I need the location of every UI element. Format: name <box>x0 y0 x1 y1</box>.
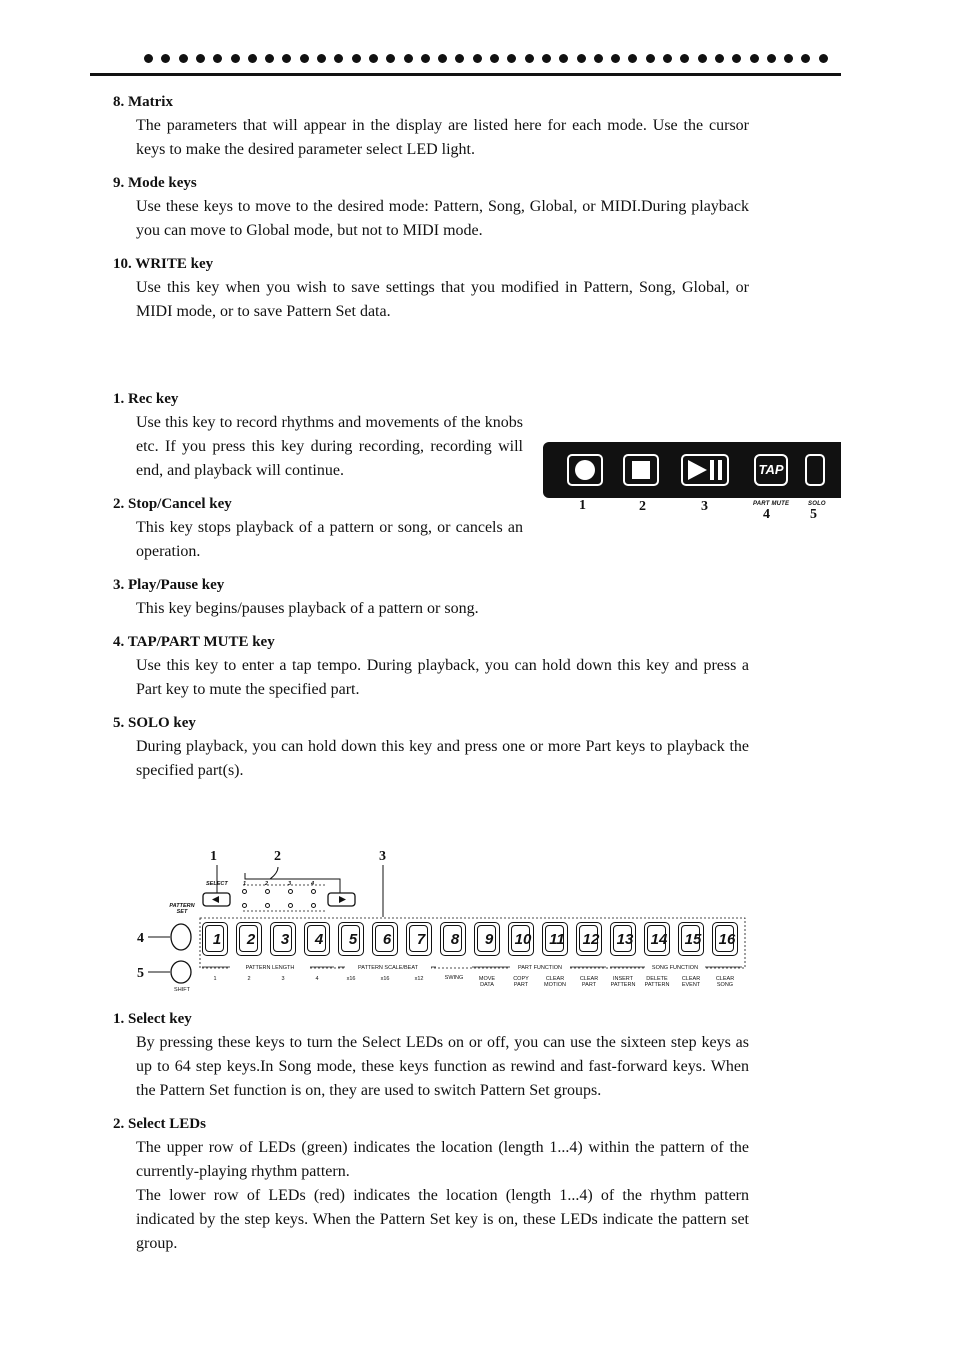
diagram-callout-4: 4 <box>137 931 144 946</box>
step-key-diagram <box>130 845 750 995</box>
step-sub-label-4: 4 <box>315 976 319 982</box>
play-pause-button <box>681 454 729 486</box>
step-key-inner <box>579 925 598 952</box>
select-led-red-2 <box>265 903 270 908</box>
select-led-red-1 <box>242 903 247 908</box>
step-key-3 <box>270 922 296 956</box>
step-key-8 <box>440 922 466 956</box>
header-dot <box>732 54 741 63</box>
step-key-inner <box>477 925 496 952</box>
swing-label: SWING <box>444 975 464 981</box>
header-dot <box>525 54 534 63</box>
select-left-button <box>202 892 232 908</box>
transport-callout-3: 3 <box>701 499 708 514</box>
header-dot <box>784 54 793 63</box>
step-key-number: 1 <box>212 931 222 948</box>
led-number-1: 1 <box>243 881 247 887</box>
pattern-scale-label: PATTERN SCALE/BEAT <box>345 965 431 971</box>
header-dot <box>628 54 637 63</box>
step-sub-label-11: CLEAR MOTION <box>544 976 566 988</box>
step-key-15 <box>678 922 704 956</box>
step-key-number: 10 <box>514 931 532 948</box>
step-sub-label-2: 2 <box>247 976 251 982</box>
header-dot <box>196 54 205 63</box>
play-key-body: This key begins/pauses playback of a pattern or song. <box>136 600 479 617</box>
step-key-number: 16 <box>718 931 736 948</box>
diagram-callout-2: 2 <box>274 849 281 864</box>
header-dot <box>473 54 482 63</box>
step-key-number: 15 <box>684 931 702 948</box>
header-dot <box>490 54 499 63</box>
step-key-number: 2 <box>246 931 256 948</box>
song-function-label: SONG FUNCTION <box>645 965 705 971</box>
step-key-inner <box>409 925 428 952</box>
step-key-7 <box>406 922 432 956</box>
select-key-heading: 1. Select key <box>113 1011 192 1027</box>
step-sub-label-7: x12 <box>414 976 424 982</box>
step-key-16 <box>712 922 738 956</box>
led-number-2: 2 <box>265 881 269 887</box>
header-dot <box>680 54 689 63</box>
write-key-heading: 10. WRITE key <box>113 256 214 272</box>
step-key-10 <box>508 922 534 956</box>
header-dot <box>577 54 586 63</box>
transport-callout-5: 5 <box>810 507 817 522</box>
step-key-6 <box>372 922 398 956</box>
tap-button <box>754 454 788 486</box>
header-dot <box>594 54 603 63</box>
header-dot <box>750 54 759 63</box>
stop-button <box>623 454 659 486</box>
transport-panel <box>543 442 841 498</box>
solo-key-heading: 5. SOLO key <box>113 715 196 731</box>
step-key-11 <box>542 922 568 956</box>
header-dot <box>352 54 361 63</box>
stop-key-heading: 2. Stop/Cancel key <box>113 496 232 512</box>
header-dot <box>300 54 309 63</box>
select-leds-body-2: The lower row of LEDs (red) indicates the location (length 1...4) of the rhythm pattern indicated by the step keys. When the Pattern Set key is on, these LEDs indicate the pattern set group. <box>136 1187 749 1252</box>
header-dot <box>161 54 170 63</box>
step-sub-label-9: MOVE DATA <box>478 976 496 988</box>
step-key-9 <box>474 922 500 956</box>
step-sub-label-10: COPY PART <box>513 976 529 988</box>
header-dot <box>438 54 447 63</box>
diagram-callout-3: 3 <box>379 849 386 864</box>
step-key-inner <box>239 925 258 952</box>
header-dot <box>144 54 153 63</box>
select-led-red-4 <box>311 903 316 908</box>
header-dot <box>265 54 274 63</box>
step-key-number: 9 <box>484 931 494 948</box>
step-key-inner <box>307 925 326 952</box>
select-led-red-3 <box>288 903 293 908</box>
mode-keys-body: Use these keys to move to the desired mode: Pattern, Song, Global, or MIDI.During playback you can move to Global mode, but not to MIDI mode. <box>136 198 749 239</box>
header-dot <box>455 54 464 63</box>
diagram-callout-1: 1 <box>210 849 217 864</box>
pattern-set-label: PATTERN SET <box>169 903 195 915</box>
play-key-heading: 3. Play/Pause key <box>113 577 225 593</box>
step-key-number: 14 <box>650 931 668 948</box>
header-dot <box>663 54 672 63</box>
step-sub-label-12: CLEAR PART <box>579 976 599 988</box>
solo-button <box>805 454 825 486</box>
diagram-callout-5: 5 <box>137 966 144 981</box>
matrix-heading: 8. Matrix <box>113 94 173 110</box>
led-number-4: 4 <box>311 881 315 887</box>
header-dot <box>421 54 430 63</box>
write-key-body: Use this key when you wish to save settings that you modified in Pattern, Song, Global, or MIDI mode, or to save Pattern Set data. <box>136 279 749 320</box>
stop-icon <box>625 456 657 484</box>
tap-label: TAP <box>758 462 784 477</box>
step-key-number: 13 <box>616 931 634 948</box>
step-key-inner <box>443 925 462 952</box>
transport-callout-2: 2 <box>639 499 646 514</box>
transport-callout-4: 4 <box>763 507 770 522</box>
header-dot <box>646 54 655 63</box>
pattern-length-label: PATTERN LENGTH <box>230 965 310 971</box>
step-key-5 <box>338 922 364 956</box>
step-key-inner <box>511 925 530 952</box>
step-key-number: 3 <box>280 931 290 948</box>
rec-key-heading: 1. Rec key <box>113 391 179 407</box>
part-function-label: PART FUNCTION <box>510 965 570 971</box>
solo-label: SOLO <box>808 501 826 507</box>
select-led-green-2 <box>265 889 270 894</box>
led-number-3: 3 <box>288 881 292 887</box>
stop-key-body: This key stops playback of a pattern or song, or cancels an operation. <box>136 519 523 560</box>
part-mute-label: PART MUTE <box>753 501 790 507</box>
header-dot <box>767 54 776 63</box>
select-key-body: By pressing these keys to turn the Select LEDs on or off, you can use the sixteen step keys as up to 64 step keys.In Song mode, these keys function as rewind and fast-forward keys. When the Pattern Set function is on, they are used to switch Pattern Set groups. <box>136 1034 749 1099</box>
shift-label: SHIFT <box>174 987 190 993</box>
step-key-inner <box>273 925 292 952</box>
tap-key-body: Use this key to enter a tap tempo. During playback, you can hold down this key and press a Part key to mute the specified part. <box>136 657 749 698</box>
tap-key-heading: 4. TAP/PART MUTE key <box>113 634 275 650</box>
step-key-2 <box>236 922 262 956</box>
shift-button <box>169 959 195 987</box>
header-dot <box>559 54 568 63</box>
select-led-green-4 <box>311 889 316 894</box>
header-dot <box>317 54 326 63</box>
step-key-number: 12 <box>582 931 600 948</box>
step-key-inner <box>545 925 564 952</box>
header-rule <box>90 73 841 76</box>
step-key-number: 4 <box>314 931 324 948</box>
play-pause-icon <box>683 456 727 484</box>
step-sub-label-3: 3 <box>281 976 285 982</box>
step-sub-label-14: DELETE PATTERN <box>644 976 670 988</box>
transport-callout-1: 1 <box>579 498 586 513</box>
step-key-number: 8 <box>450 931 460 948</box>
step-sub-label-13: INSERT PATTERN <box>610 976 636 988</box>
step-key-13 <box>610 922 636 956</box>
select-led-green-3 <box>288 889 293 894</box>
step-key-inner <box>715 925 734 952</box>
diagram-lines <box>130 845 750 995</box>
header-dot <box>819 54 828 63</box>
step-key-number: 5 <box>348 931 358 948</box>
step-key-number: 7 <box>416 931 426 948</box>
step-sub-label-5: x16 <box>346 976 356 982</box>
step-key-1 <box>202 922 228 956</box>
header-dot <box>507 54 516 63</box>
record-icon <box>569 456 601 484</box>
step-key-12 <box>576 922 602 956</box>
header-dot <box>715 54 724 63</box>
mode-keys-heading: 9. Mode keys <box>113 175 197 191</box>
header-dot <box>542 54 551 63</box>
step-key-inner <box>341 925 360 952</box>
step-key-inner <box>647 925 666 952</box>
step-key-14 <box>644 922 670 956</box>
select-right-button <box>327 892 357 908</box>
step-key-inner <box>375 925 394 952</box>
step-key-inner <box>681 925 700 952</box>
header-dot <box>801 54 810 63</box>
header-dot <box>698 54 707 63</box>
step-key-number: 6 <box>382 931 392 948</box>
step-sub-label-6: x16 <box>380 976 390 982</box>
rec-button <box>567 454 603 486</box>
step-sub-label-16: CLEAR SONG <box>715 976 735 988</box>
step-sub-label-1: 1 <box>213 976 217 982</box>
matrix-body: The parameters that will appear in the display are listed here for each mode. Use the cursor keys to make the desired parameter select LED light. <box>136 117 749 158</box>
header-dot <box>231 54 240 63</box>
solo-key-body: During playback, you can hold down this key and press one or more Part keys to playback the specified part(s). <box>136 738 749 779</box>
header-dot <box>179 54 188 63</box>
header-dot <box>282 54 291 63</box>
select-leds-heading: 2. Select LEDs <box>113 1116 206 1132</box>
select-leds-body-1: The upper row of LEDs (green) indicates the location (length 1...4) within the pattern of the currently-playing rhythm pattern. <box>136 1139 749 1180</box>
step-key-inner <box>205 925 224 952</box>
pattern-set-button <box>169 922 195 954</box>
select-led-green-1 <box>242 889 247 894</box>
select-label: SELECT <box>206 881 228 887</box>
step-sub-label-15: CLEAR EVENT <box>681 976 701 988</box>
header-dot <box>248 54 257 63</box>
header-dot <box>611 54 620 63</box>
step-key-number: 11 <box>549 931 565 948</box>
step-key-4 <box>304 922 330 956</box>
header-dot <box>213 54 222 63</box>
header-dot <box>369 54 378 63</box>
header-dot <box>404 54 413 63</box>
header-dot-row <box>140 54 840 66</box>
step-key-inner <box>613 925 632 952</box>
rec-key-body: Use this key to record rhythms and movements of the knobs etc. If you press this key during recording, recording will end, and playback will continue. <box>136 414 523 479</box>
header-dot <box>334 54 343 63</box>
header-dot <box>386 54 395 63</box>
